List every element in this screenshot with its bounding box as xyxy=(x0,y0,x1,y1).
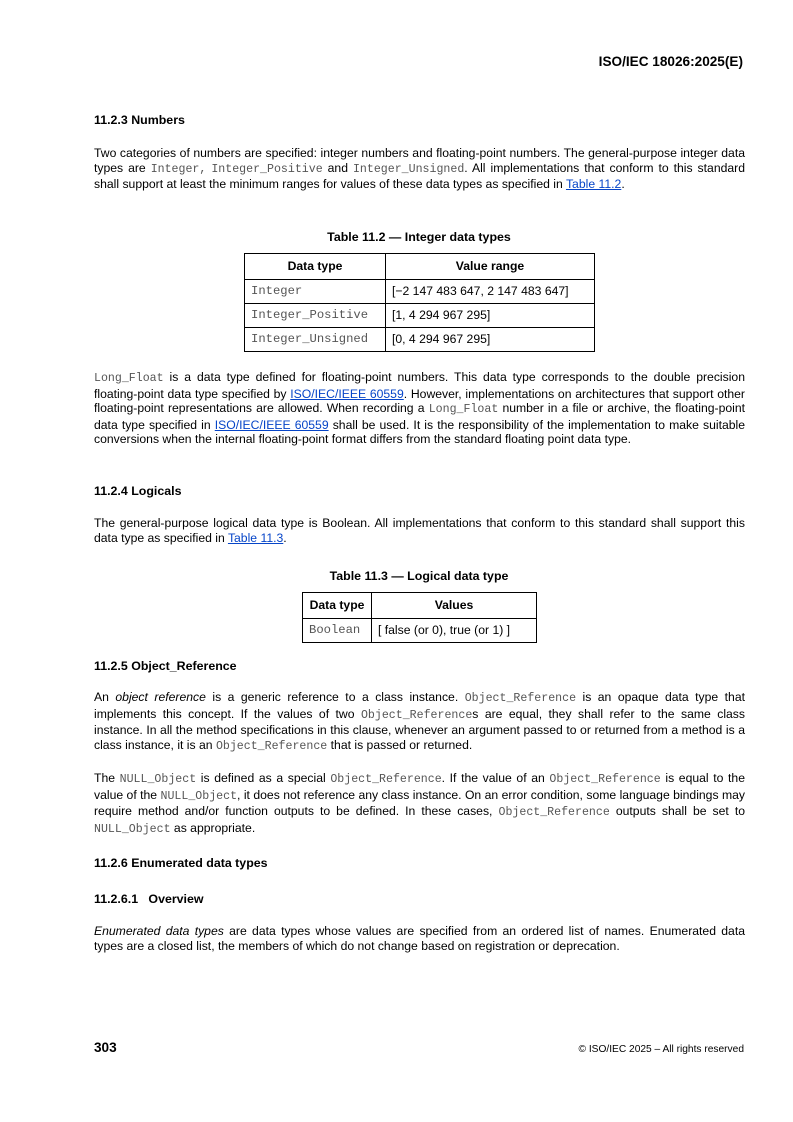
table-cell: [ false (or 0), true (or 1) ] xyxy=(372,619,537,643)
integer-data-types-table xyxy=(244,253,595,352)
section-heading-logicals: 11.2.4 Logicals xyxy=(94,484,182,498)
table-row xyxy=(245,328,595,352)
subsection-heading-overview: 11.2.6.1 Overview xyxy=(94,892,204,906)
table-header-cell: Values xyxy=(372,593,537,619)
section-heading-numbers: 11.2.3 Numbers xyxy=(94,113,185,127)
paragraph-object-reference: An object reference is a generic reference to a class instance. Object_Reference is an opaque data type that implements this concept. If the values of two Object_References are equal, they shall refer to the same class instance. In all the method specifications in this clause, whenever an argument passed to or returned from a method is a class instance, it is an Object_Reference that is passed or returned. xyxy=(94,690,745,753)
table-cell: [1, 4 294 967 295] xyxy=(386,304,595,328)
paragraph-enumerated-overview: Enumerated data types are data types whose values are specified from an ordered list of names. Enumerated data types are a closed list, the members of which do not change based on registration or deprecation. xyxy=(94,924,745,953)
paragraph-numbers-intro: Two categories of numbers are specified: integer numbers and floating-point numbers. The general-purpose integer data types are Integer, Integer_Positive and Integer_Unsigned. All implementations that conform to this standard shall support at least the minimum ranges for values of these data types as specified in Table 11.2. xyxy=(94,146,745,191)
table-header-cell: Data type xyxy=(303,593,372,619)
table-11-2-link[interactable]: Table 11.2 xyxy=(565,177,622,191)
section-heading-enumerated: 11.2.6 Enumerated data types xyxy=(94,856,268,870)
table-cell: [0, 4 294 967 295] xyxy=(386,328,595,352)
table-cell: [−2 147 483 647, 2 147 483 647] xyxy=(386,280,595,304)
table-caption-11-2: Table 11.2 — Integer data types xyxy=(327,230,511,244)
table-row xyxy=(245,304,595,328)
table-header-cell: Value range xyxy=(386,254,595,280)
table-row xyxy=(245,280,595,304)
copyright-notice: © ISO/IEC 2025 – All rights reserved xyxy=(578,1044,744,1055)
logical-data-type-table xyxy=(302,592,537,643)
paragraph-null-object: The NULL_Object is defined as a special Object_Reference. If the value of an Object_Reference is equal to the value of the NULL_Object, it does not reference any class instance. On an error condition, some language bindings may require method and/or function outputs to be defined. In these cases, Object_Reference outputs shall be set to NULL_Object as appropriate. xyxy=(94,771,746,836)
paragraph-logicals: The general-purpose logical data type is Boolean. All implementations that conform to this standard shall support this data type as specified in Table 11.3. xyxy=(94,516,745,545)
iso-60559-link[interactable]: ISO/IEC/IEEE 60559 xyxy=(214,417,329,432)
table-cell: Integer xyxy=(245,280,386,304)
table-cell: Integer_Unsigned xyxy=(245,328,386,352)
table-11-3-link[interactable]: Table 11.3 xyxy=(227,530,284,545)
table-caption-11-3: Table 11.3 — Logical data type xyxy=(329,569,509,583)
paragraph-long-float: Long_Float is a data type defined for floating-point numbers. This data type corresponds to the double precision floating-point data type specified by ISO/IEC/IEEE 60559. However, implementations on architectures that support other floating-point representations are allowed. When recording a Long_Float number in a file or archive, the floating-point data type specified in ISO/IEC/IEEE 60559 shall be used. It is the responsibility of the implementation to make suitable conversions when the internal floating-point format differs from the standard floating point data type. xyxy=(94,370,746,446)
page-number: 303 xyxy=(94,1040,117,1055)
table-row xyxy=(303,619,537,643)
table-cell: Integer_Positive xyxy=(245,304,386,328)
section-heading-object-reference: 11.2.5 Object_Reference xyxy=(94,659,237,673)
iso-60559-link[interactable]: ISO/IEC/IEEE 60559 xyxy=(290,386,404,401)
table-cell: Boolean xyxy=(303,619,372,643)
table-header-cell: Data type xyxy=(245,254,386,280)
document-header: ISO/IEC 18026:2025(E) xyxy=(598,54,743,69)
